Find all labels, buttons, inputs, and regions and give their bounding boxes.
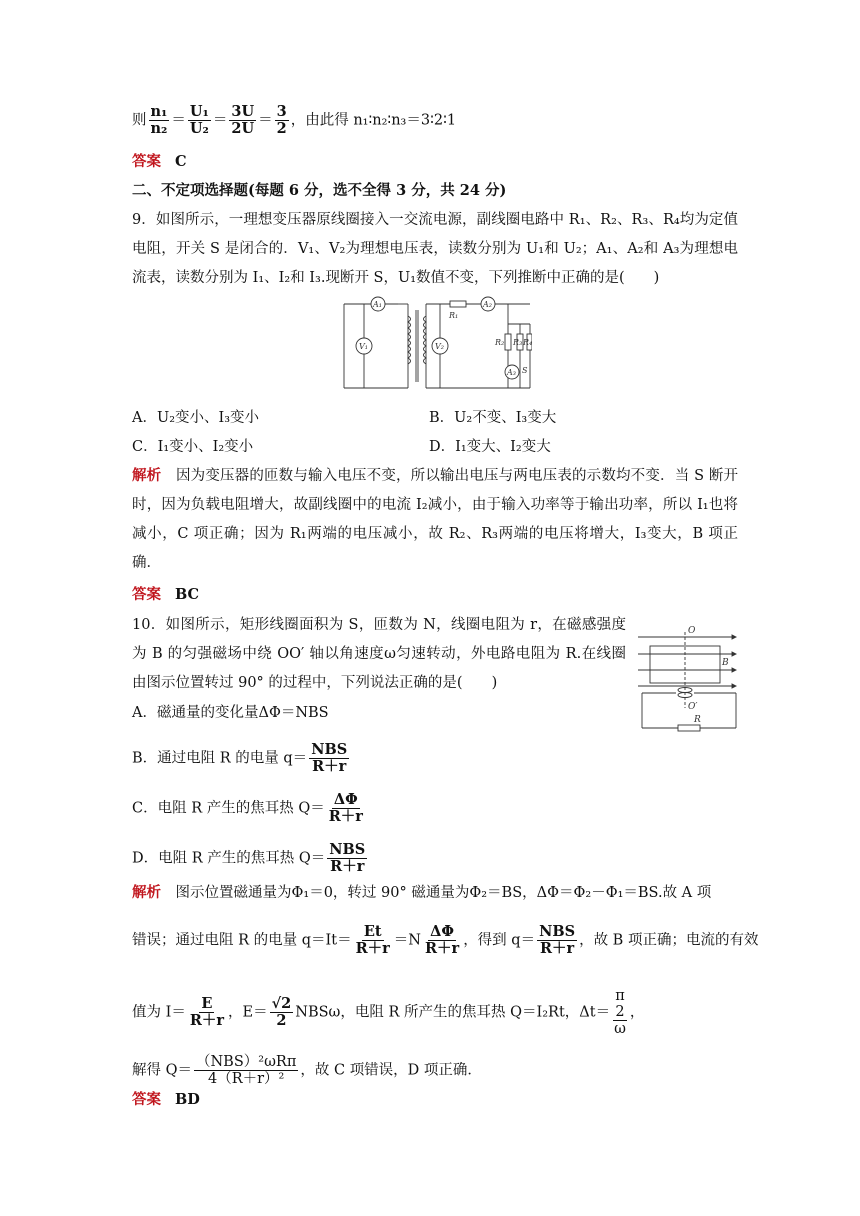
q9-option-b: B．U₂不变、I₃变大 [429, 410, 557, 426]
section-heading: 二、不定项选择题(每题 6 分，选不全得 3 分，共 24 分) [132, 182, 507, 199]
q10-coil-diagram [636, 624, 742, 732]
q9-analysis-text: 因为变压器的匝数与输入电压不变，所以输出电压与两电压表的示数均不变．当 S 断开时，因为负载电阻增大，故副线圈中的电流 I₂减小，由于输入功率等于输出功率，所以 I₁也将减小，C 项正确；因为 R₁两端的电压减小，故 R₂、R₃两端的电压将增大，I₃变大，B 项正确． [132, 468, 739, 571]
frac-3-2: $\frac{3}{2}$ [276, 103, 287, 137]
q10-option-d: D．电阻 R 产生的焦耳热 Q＝ $\frac{\text{NBS}}{R+r}$ [132, 841, 366, 875]
q9-option-a: A．U₂变小、I₃变小 [132, 410, 260, 426]
q9-answer [132, 585, 199, 605]
answer-label: 答案 [132, 1092, 161, 1108]
answer-top [132, 152, 187, 172]
q9-circuit-diagram [332, 296, 532, 396]
q10-analysis-line-1: 解析 图示位置磁通量为Φ₁＝0，转过 90° 磁通量为Φ₂＝BS，ΔΦ＝Φ₂－Φ₁＝BS.故 A 项 [132, 885, 712, 901]
label-v1: V₁ [359, 342, 368, 351]
label-b: B [722, 658, 729, 668]
q9-option-d: D．I₁变大、I₂变大 [429, 439, 551, 455]
answer-label: 答案 [132, 154, 161, 170]
label-s: S [522, 366, 528, 375]
q10-answer [132, 1090, 200, 1110]
analysis-label: 解析 [132, 885, 161, 901]
answer-value: BC [175, 586, 200, 603]
analysis-label: 解析 [132, 468, 162, 484]
label-o-prime: O′ [688, 702, 698, 712]
frac-3u-2u: $\frac{3U}{2U}$ [231, 103, 255, 137]
q10-analysis-line-2: 错误；通过电阻 R 的电量 q＝It＝ $\frac{Et}{R+r}$ ＝N $\frac{\Delta\Phi}{R+r}$ ，得到 q＝ $\frac{\text{NBS}}{R+r}$ ，故 B 项正确；电流的有效 [132, 923, 759, 957]
label-v2: V₂ [435, 342, 444, 351]
q10-analysis-line-4: 解得 Q＝ $\frac{\text{（NBS）²ωRπ}}{\text{4（R＋r）²}}$ ，故 C 项错误，D 项正确． [132, 1054, 482, 1087]
label-r: R [694, 715, 701, 725]
label-a1: A₁ [373, 300, 382, 309]
label-o: O [688, 626, 696, 636]
ratio-prefix: 则 [132, 112, 147, 129]
q9-option-c: C．I₁变小、I₂变小 [132, 439, 254, 455]
answer-label: 答案 [132, 587, 161, 603]
label-a3: A₃ [507, 368, 516, 377]
label-r4: R₄ [523, 338, 532, 347]
label-a2: A₂ [483, 300, 492, 309]
frac-n1-n2: $\frac{\text{n₁}}{\text{n₂}}$ [150, 103, 168, 137]
answer-value: BD [175, 1091, 200, 1108]
q9-analysis [132, 462, 738, 578]
frac-u1-u2: $\frac{\text{U₁}}{\text{U₂}}$ [189, 103, 209, 137]
label-r2: R₂ [495, 338, 505, 347]
q9-stem: 9．如图所示，一理想变压器原线圈接入一交流电源，副线圈电路中 R₁、R₂、R₃、R₄均为定值电阻，开关 S 是闭合的．V₁、V₂为理想电压表，读数分别为 U₁和 U₂；A₁、A₂和 A₃为理想电流表，读数分别为 I₁、I₂和 I₃.现断开 S，U₁数值不变，下列推断中正确的是( ) [132, 212, 738, 286]
q10-stem: 10．如图所示，矩形线圈面积为 S，匝数为 N，线圈电阻为 r，在磁感强度为 B 的匀强磁场中绕 OO′ 轴以角速度ω匀速转动，外电路电阻为 R.在线圈由图示位置转过 90° 的过程中，下列说法正确的是( ) [132, 617, 626, 691]
q10-option-a: A．磁通量的变化量ΔΦ＝NBS [132, 705, 329, 721]
ratio-suffix: ，由此得 n₁∶n₂∶n₃＝3∶2∶1 [290, 112, 457, 129]
q10-analysis-line-3: 值为 I＝ $\frac{E}{R+r}$ ，E＝ $\frac{√2}{2}$ NBSω，电阻 R 所产生的焦耳热 Q＝I₂Rt，Δt＝ π 2 ω ， [132, 988, 645, 1037]
q10-option-b: B．通过电阻 R 的电量 q＝ $\frac{\text{NBS}}{R+r}$ [132, 741, 348, 775]
ratio-line: 则 $\frac{\text{n₁}}{\text{n₂}}$ ＝ $\frac{\text{U₁}}{\text{U₂}}$ ＝ $\frac{3U}{2U}$ ＝ $\frac{3}{2}$ ，由此得 n₁∶n₂∶n₃＝3∶2∶1 [132, 103, 457, 137]
label-r3: R₃ [513, 338, 523, 347]
q10-option-c: C．电阻 R 产生的焦耳热 Q＝ $\frac{\Delta\Phi}{R+r}$ [132, 791, 363, 825]
answer-value: C [175, 153, 187, 170]
label-r1: R₁ [449, 311, 459, 320]
